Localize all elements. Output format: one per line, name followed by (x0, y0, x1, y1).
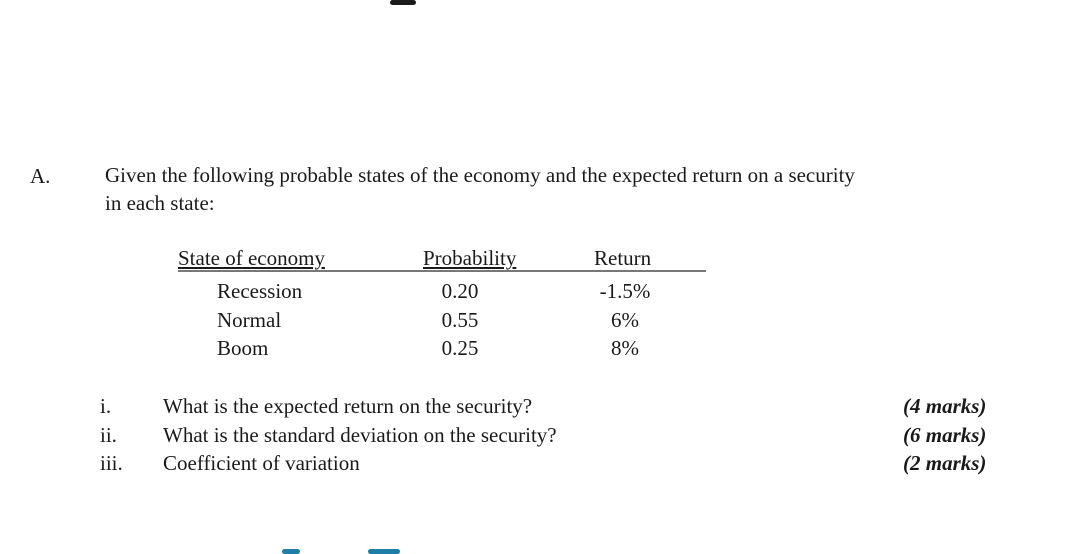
subquestion-2-numeral: ii. (100, 423, 117, 447)
header-probability: Probability (423, 246, 517, 270)
row-normal-return: 6% (611, 308, 639, 332)
header-divider (178, 270, 706, 272)
row-boom-state: Boom (217, 336, 269, 360)
cropped-handwriting-top (390, 0, 416, 5)
subquestion-2-text: What is the standard deviation on the security? (163, 423, 557, 447)
subquestion-2-marks: (6 marks) (903, 423, 987, 447)
header-return: Return (594, 246, 652, 270)
economy-table (170, 246, 710, 366)
row-recession-return: -1.5% (599, 279, 651, 303)
subquestion-1-numeral: i. (100, 394, 112, 418)
row-normal-state: Normal (217, 308, 282, 332)
subquestion-3-text: Coefficient of variation (163, 451, 360, 475)
row-boom-return: 8% (611, 336, 639, 360)
cropped-handwriting-bottom-left (282, 549, 300, 554)
header-state: State of economy (178, 246, 325, 270)
row-boom-probability: 0.25 (441, 336, 479, 360)
subquestion-1-text: What is the expected return on the security? (163, 394, 533, 418)
question-text-line2: in each state: (105, 191, 215, 215)
row-recession-state: Recession (217, 279, 303, 303)
subquestion-3-marks: (2 marks) (903, 451, 987, 475)
cropped-handwriting-bottom-right (368, 549, 400, 554)
question-label: A. (30, 164, 51, 188)
question-text-line1: Given the following probable states of the economy and the expected return on a security (105, 163, 855, 187)
row-normal-probability: 0.55 (441, 308, 479, 332)
subquestion-3-numeral: iii. (100, 451, 123, 475)
row-recession-probability: 0.20 (441, 279, 479, 303)
subquestion-1-marks: (4 marks) (903, 394, 987, 418)
